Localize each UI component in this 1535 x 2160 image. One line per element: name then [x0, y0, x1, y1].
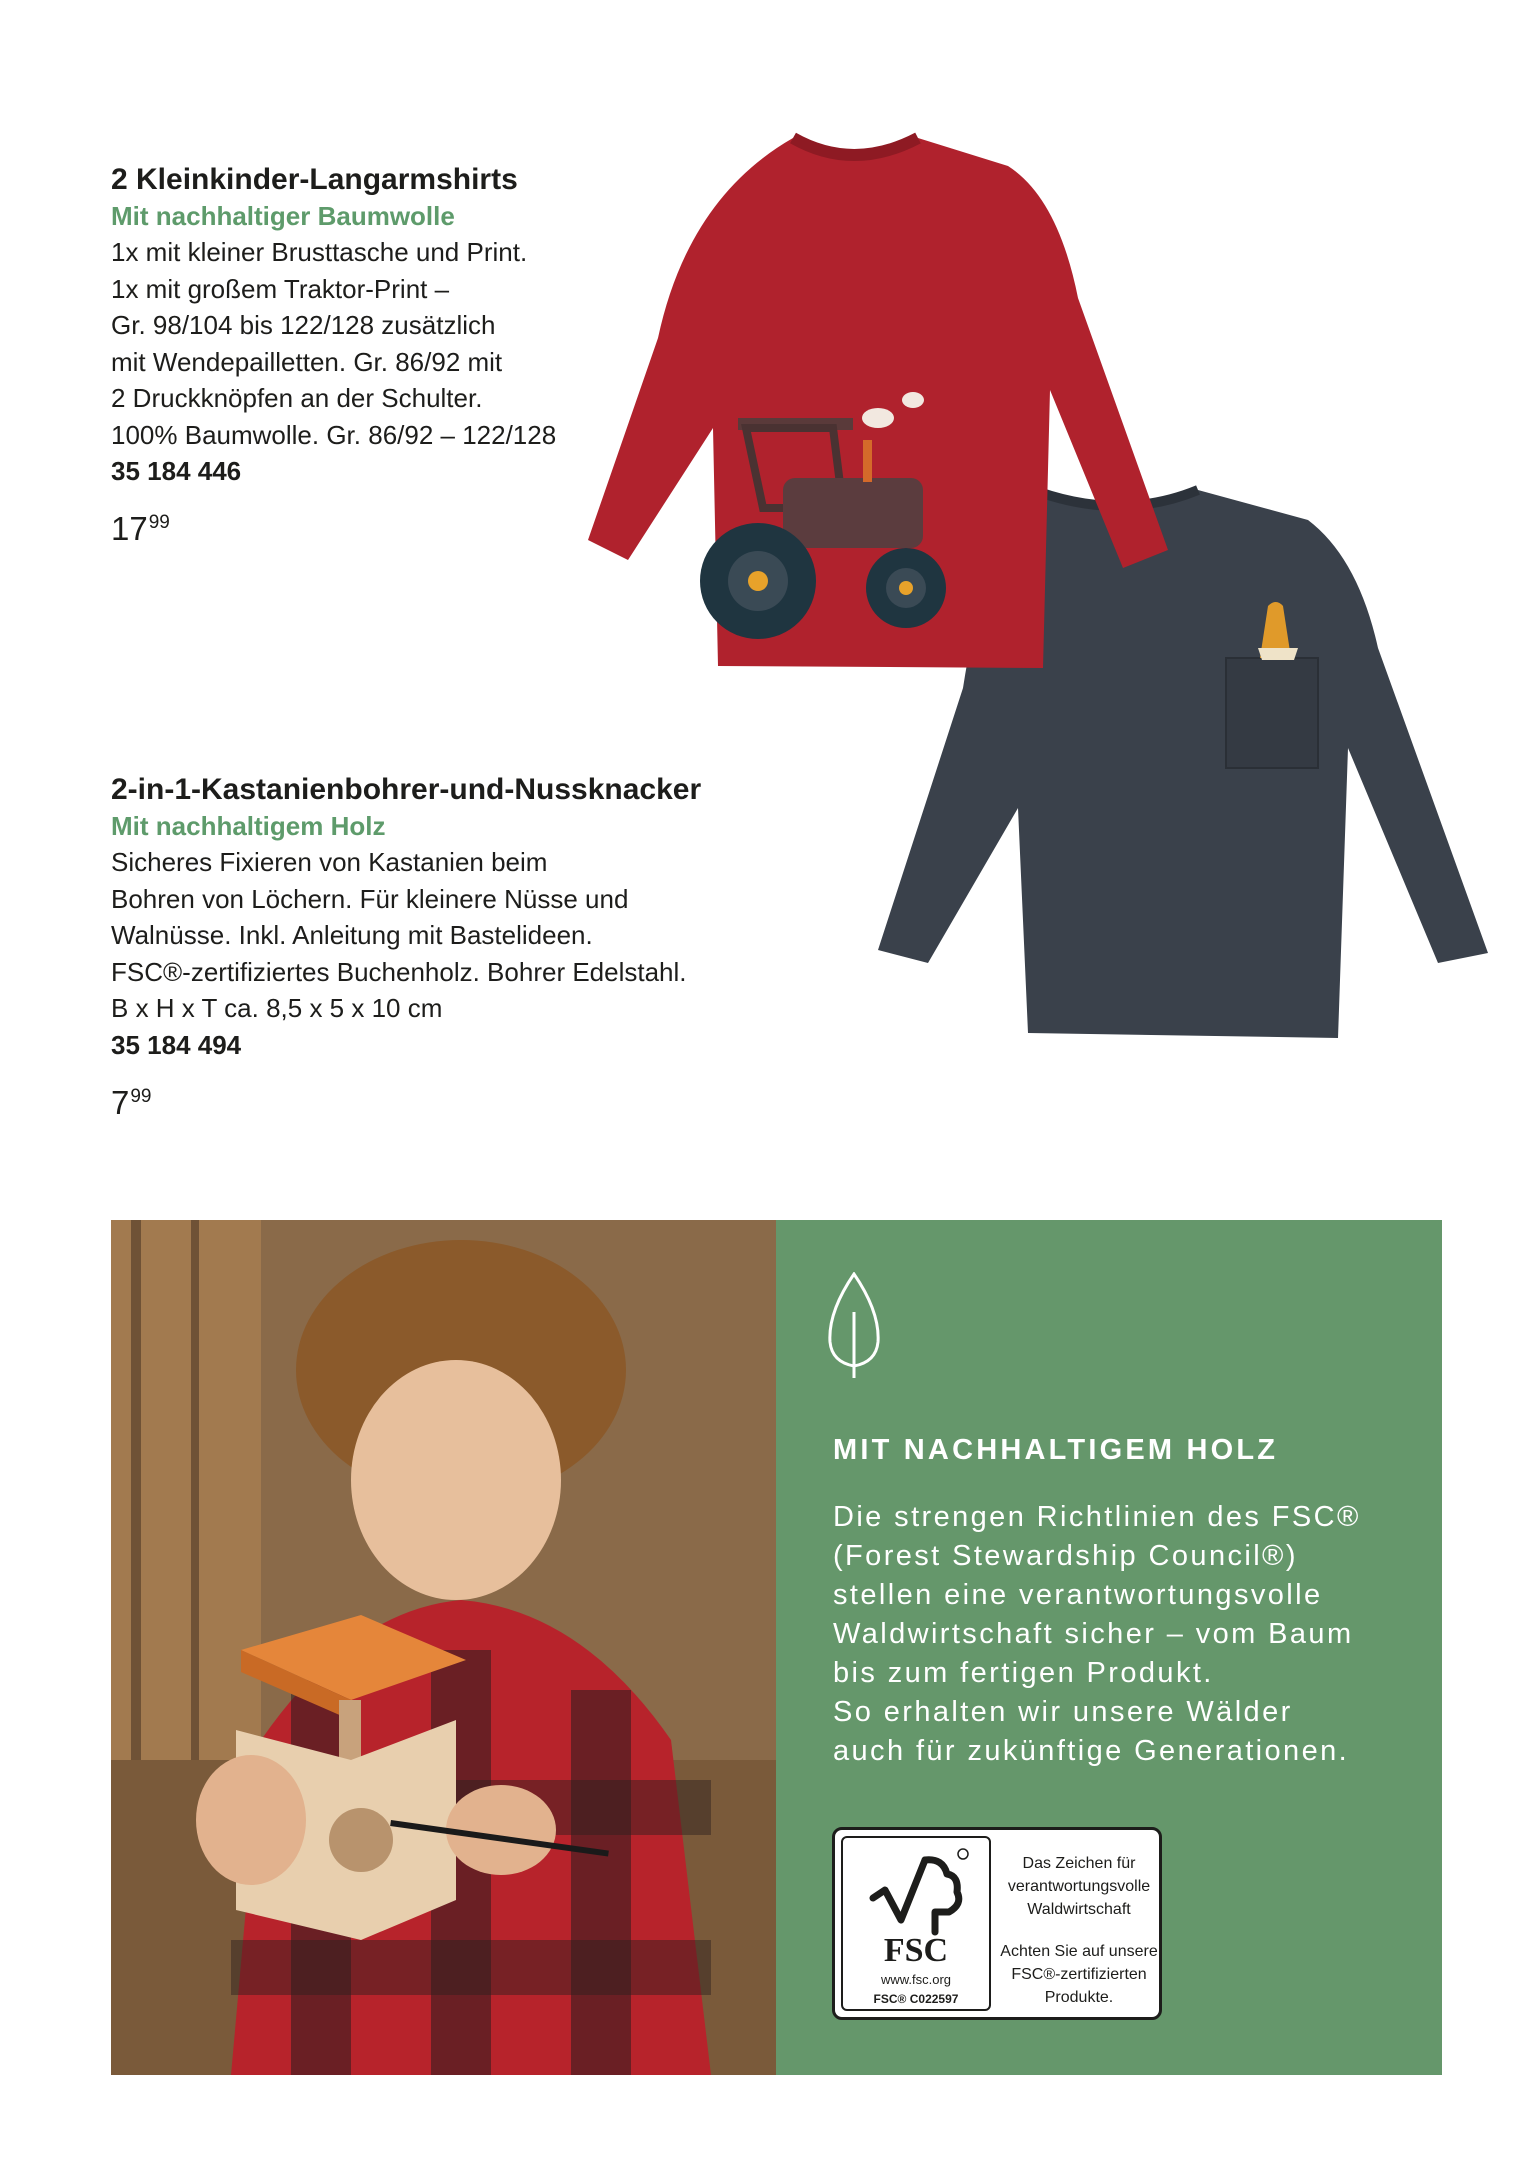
photo-illustration: [111, 1220, 776, 2075]
fsc-tree-icon: [863, 1846, 973, 1936]
product-subtitle: Mit nachhaltiger Baumwolle: [111, 201, 455, 231]
product-description-line: FSC®-zertifiziertes Buchenholz. Bohrer Edelstahl.: [111, 956, 687, 987]
fsc-text-line: FSC®-zertifizierten: [1011, 1966, 1147, 1983]
article-number: 35 184 494: [111, 1029, 242, 1060]
fsc-text-line: Produkte.: [1044, 1989, 1114, 2006]
product-description-line: 2 Druckknöpfen an der Schulter.: [111, 383, 483, 413]
sustainability-info-box: [776, 1220, 1442, 2075]
product-description-line: mit Wendepailletten. Gr. 86/92 mit: [111, 346, 503, 377]
price: [111, 505, 556, 547]
info-body: [833, 1498, 1433, 1771]
price-main: 7: [111, 1083, 130, 1121]
product-title: 2-in-1-Kastanienbohrer-und-Nussknacker: [111, 773, 702, 806]
product-subtitle: Mit nachhaltigem Holz: [111, 811, 386, 841]
product-description-line: 100% Baumwolle. Gr. 86/92 – 122/128: [111, 419, 557, 450]
product-description-line: 1x mit großem Traktor-Print –: [111, 273, 450, 304]
price-main: 17: [111, 510, 148, 547]
fsc-text-top: [999, 1852, 1159, 1921]
child-with-nutcracker-photo: [111, 1220, 776, 2075]
info-body-line: So erhalten wir unsere Wälder: [833, 1696, 1293, 1728]
fsc-text-line: Waldwirtschaft: [1027, 1901, 1131, 1918]
price-cents: 99: [130, 1085, 152, 1107]
fsc-code: FSC® C022597: [873, 1992, 959, 2006]
product-shirts: [111, 162, 556, 547]
fsc-label: [832, 1827, 1162, 2020]
price-cents: 99: [148, 512, 170, 533]
leaf-icon: [826, 1272, 882, 1380]
fsc-text-line: Achten Sie auf unsere: [1000, 1943, 1158, 1960]
fsc-logo-box: [841, 1836, 991, 2011]
info-body-line: auch für zukünftige Generationen.: [833, 1735, 1350, 1767]
product-description-line: Sicheres Fixieren von Kastanien beim: [111, 847, 548, 877]
fsc-text-line: Das Zeichen für: [1022, 1855, 1136, 1872]
fsc-url: www.fsc.org: [880, 1972, 952, 1987]
price: [111, 1079, 701, 1121]
product-description-line: Bohren von Löchern. Für kleinere Nüsse und: [111, 883, 629, 914]
info-heading: MIT NACHHALTIGEM HOLZ: [833, 1434, 1279, 1466]
fsc-logo-text: FSC: [883, 1932, 949, 1969]
info-body-line: Die strengen Richtlinien des FSC®: [833, 1501, 1361, 1533]
info-body-line: bis zum fertigen Produkt.: [833, 1657, 1214, 1689]
info-body-line: stellen eine verantwortungsvolle: [833, 1579, 1323, 1611]
product-description-line: 1x mit kleiner Brusttasche und Print.: [111, 237, 528, 267]
product-description-line: Walnüsse. Inkl. Anleitung mit Bastelideen.: [111, 920, 593, 950]
info-body-line: Waldwirtschaft sicher – vom Baum: [833, 1618, 1354, 1650]
info-body-line: (Forest Stewardship Council®): [833, 1540, 1298, 1572]
fsc-text-line: verantwortungsvolle: [1007, 1878, 1151, 1895]
shirts-product-image: [588, 128, 1508, 1058]
article-number: 35 184 446: [111, 456, 242, 486]
product-title: 2 Kleinkinder-Langarmshirts: [111, 163, 518, 196]
fsc-text-bottom: [999, 1940, 1159, 2009]
product-description-line: Gr. 98/104 bis 122/128 zusätzlich: [111, 310, 496, 340]
product-description-line: B x H x T ca. 8,5 x 5 x 10 cm: [111, 993, 443, 1023]
